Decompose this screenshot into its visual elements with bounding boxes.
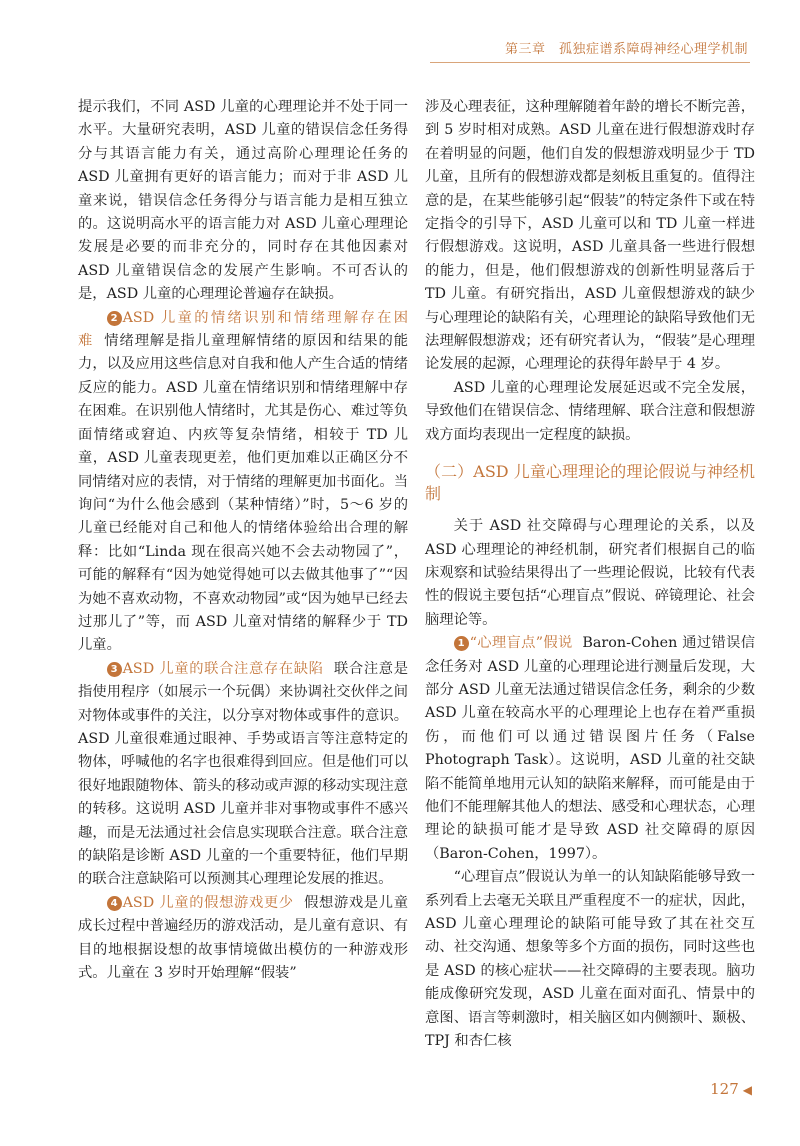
item-2-text: 情绪理解是指儿童理解情绪的原因和结果的能力，以及应用这些信息对自我和他人产生合适的情绪反应的能力。ASD 儿童在情绪识别和情绪理解中存在困难。在识别他人情绪时，尤其是伤心、难过等负面情绪或窘迫、内疚等复杂情绪，相较于 TD 儿童，ASD 儿童表现更差，他们更加难以正确区分不同情绪对应的表情，对于情绪的理解更加书面化。当询问“为什么他会感到（某种情绪）”时，5～6 岁的儿童已经能对自己和他人的情绪体验给出合理的解释：比如“Linda 现在很高兴她不会去动物园了”，可能的解释有“因为她觉得她可以去做其他事了”“因为她不喜欢动物，不喜欢动物园”或“因为她早已经去过那儿了”等，而 ASD 儿童对情绪的解释少于 TD 儿童。 [78, 333, 409, 654]
item-3-text: 联合注意是指使用程序（如展示一个玩偶）来协调社交伙伴之间对物体或事件的关注，以分享对物体或事件的意识。ASD 儿童很难通过眼神、手势或语言等注意特定的物体，呼喊他的名字也很难得到回应。但是他们可以很好地跟随物体、箭头的移动或声源的移动实现注意的转移。这说明 ASD 儿童并非对事物或事件不感兴趣，而是无法通过社会信息实现联合注意。联合注意的缺陷是诊断 ASD 儿童的一个重要特征，他们早期的联合注意缺陷可以预测其心理理论发展的推迟。 [78, 660, 409, 888]
item-2-number-badge: 2 [107, 311, 122, 326]
right-paragraph-2: ASD 儿童的心理理论发展延迟或不完全发展，导致他们在错误信念、情绪理解、联合注意和假想游戏方面均表现出一定程度的缺损。 [425, 379, 755, 443]
item-4-title: ASD 儿童的假想游戏更少 [122, 894, 294, 911]
left-paragraph-1: 提示我们，不同 ASD 儿童的心理理论并不处于同一水平。大量研究表明，ASD 儿童的错误信念任务得分与其语言能力有关，通过高阶心理理论任务的 ASD 儿童拥有更好的语言能力；而对于非 ASD 儿童来说，错误信念任务得分与语言能力是相互独立的。这说明高水平的语言能力对 ASD 儿童心理理论发展是必要的而非充分的，同时存在其他因素对 ASD 儿童错误信念的发展产生影响。不可否认的是，ASD 儿童的心理理论普遍存在缺损。 [78, 99, 408, 303]
section-heading: （二）ASD 儿童心理理论的理论假说与神经机制 [425, 462, 755, 504]
page-footer [710, 1080, 752, 1098]
item-4-paragraph [78, 892, 408, 986]
item-1-title: “心理盲点”假说 [469, 635, 573, 652]
right-paragraph-4: “心理盲点”假说认为单一的认知缺陷能够导致一系列看上去毫无关联且严重程度不一的症状，因此，ASD 儿童心理理论的缺陷可能导致了其在社交互动、社交沟通、想象等多个方面的损伤，同时这些也是 ASD 的核心症状——社交障碍的主要表现。脑功能成像研究发现，ASD 儿童在面对面孔、情景中的意图、语言等刺激时，相关脑区如内侧额叶、颞极、TPJ 和杏仁核 [425, 869, 755, 1050]
right-column [425, 96, 755, 1053]
item-4-number-badge: 4 [107, 896, 122, 911]
right-paragraph-3: 关于 ASD 社交障碍与心理理论的关系，以及 ASD 心理理论的神经机制，研究者们根据自己的临床观察和试验结果得出了一些理论假说，比较有代表性的假说主要包括“心理盲点”假说、碎镜理论、社会脑理论等。 [425, 518, 755, 628]
page-arrow-icon: ◀ [742, 1083, 752, 1097]
header-rule [430, 62, 750, 63]
left-column [78, 96, 408, 985]
item-3-paragraph [78, 658, 408, 892]
item-3-number-badge: 3 [107, 662, 122, 677]
item-1-number-badge: 1 [454, 636, 469, 651]
item-1-text: Baron-Cohen 通过错误信念任务对 ASD 儿童的心理理论进行测量后发现，大部分 ASD 儿童无法通过错误信念任务，剩余的少数 ASD 儿童在较高水平的心理理论上也存在着严重损伤，而他们可以通过错误图片任务（False Photograph Task）。这说明，ASD 儿童的社交缺陷不能简单地用元认知的缺陷来解释，而可能是由于他们不能理解其他人的想法、感受和心理状态，心理理论的缺损可能才是导致 ASD 社交障碍的原因（Baron-Cohen，1997）。 [425, 635, 755, 862]
item-2-title: ASD 儿童的情绪识别和情绪理解存在困难 [78, 309, 408, 350]
item-1-paragraph [425, 632, 755, 866]
item-2-paragraph [78, 307, 408, 658]
item-4-text: 假想游戏是儿童成长过程中普遍经历的游戏活动，是儿童有意识、有目的地根据设想的故事情境做出模仿的一种游戏形式。儿童在 3 岁时开始理解“假装” [78, 894, 408, 982]
right-paragraph-1: 涉及心理表征，这种理解随着年龄的增长不断完善，到 5 岁时相对成熟。ASD 儿童在进行假想游戏时存在着明显的问题，他们自发的假想游戏明显少于 TD 儿童，且所有的假想游戏都是刻板且重复的。值得注意的是，在某些能够引起“假装”的特定条件下或在特定指令的引导下，ASD 儿童可以和 TD 儿童一样进行假想游戏。这说明，ASD 儿童具备一些进行假想的能力，但是，他们假想游戏的创新性明显落后于 TD 儿童。有研究指出，ASD 儿童假想游戏的缺少与心理理论的缺陷有关，心理理论的缺陷导致他们无法理解假想游戏；还有研究者认为，“假装”是心理理论发展的起源，心理理论的获得年龄早于 4 岁。 [425, 99, 755, 373]
running-header [0, 0, 800, 70]
item-3-title: ASD 儿童的联合注意存在缺陷 [122, 660, 324, 677]
chapter-title: 第三章 孤独症谱系障碍神经心理学机制 [504, 42, 748, 57]
page-number: 127 [710, 1080, 739, 1098]
